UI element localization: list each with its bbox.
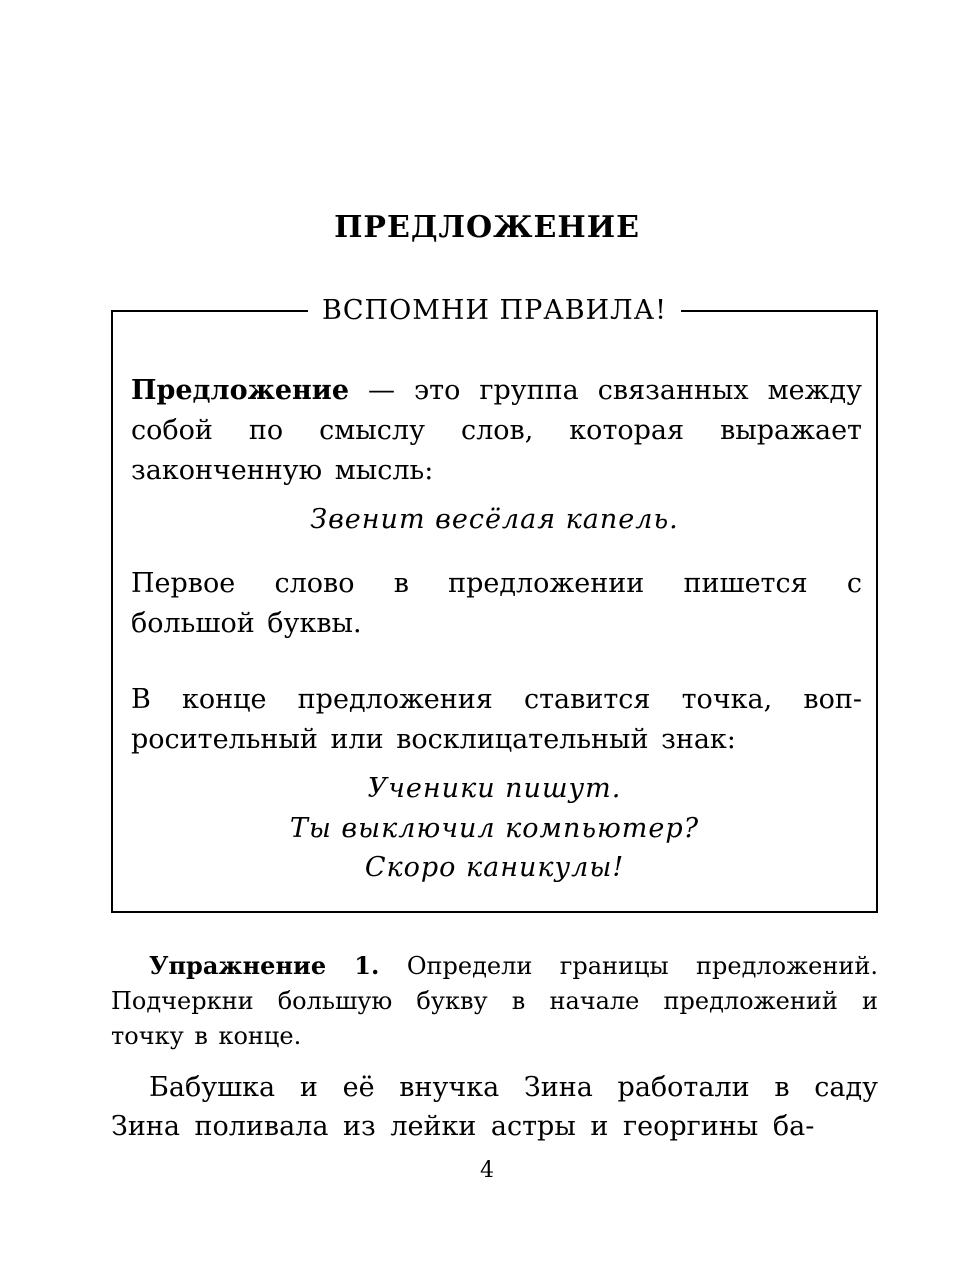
page-number: 4: [480, 1158, 494, 1183]
rule-term: Предложение: [131, 375, 350, 406]
exercise-instruction: [111, 948, 878, 1054]
rule-definition-text: — это группа связанных между собой по смыслу слов, которая выражает законченную мысль:: [131, 375, 862, 486]
rule-capital-letter: Первое слово в предложении пишется с большой буквы.: [131, 568, 862, 639]
rules-box: [111, 295, 878, 913]
exercise-number: Упражнение 1.: [149, 951, 380, 980]
example-sentence: Звенит весёлая капель.: [310, 504, 679, 535]
exercise-instruction-text: Определи границы предложений. Подчеркни большую букву в начале предложений и точку в конце.: [111, 952, 878, 1050]
example-sentence: Ты выключил компьютер?: [289, 813, 700, 844]
example-sentence: Ученики пишут.: [367, 773, 622, 804]
example-sentence: Скоро каникулы!: [364, 852, 625, 883]
rule-definition: [131, 371, 862, 491]
rules-heading-text: ВСПОМНИ ПРАВИЛА!: [308, 295, 681, 326]
exercise-text-body: Бабушка и её внучка Зина работали в саду Зина поливала из лейки астры и георгины ба-: [111, 1072, 878, 1142]
rule-end-punctuation: В конце предложения ставится точка, вопросительный или восклицательный знак:: [131, 684, 862, 755]
page-title: ПРЕДЛОЖЕНИЕ: [334, 210, 640, 245]
rules-heading: [113, 293, 876, 329]
exercise-text: [111, 1068, 878, 1146]
